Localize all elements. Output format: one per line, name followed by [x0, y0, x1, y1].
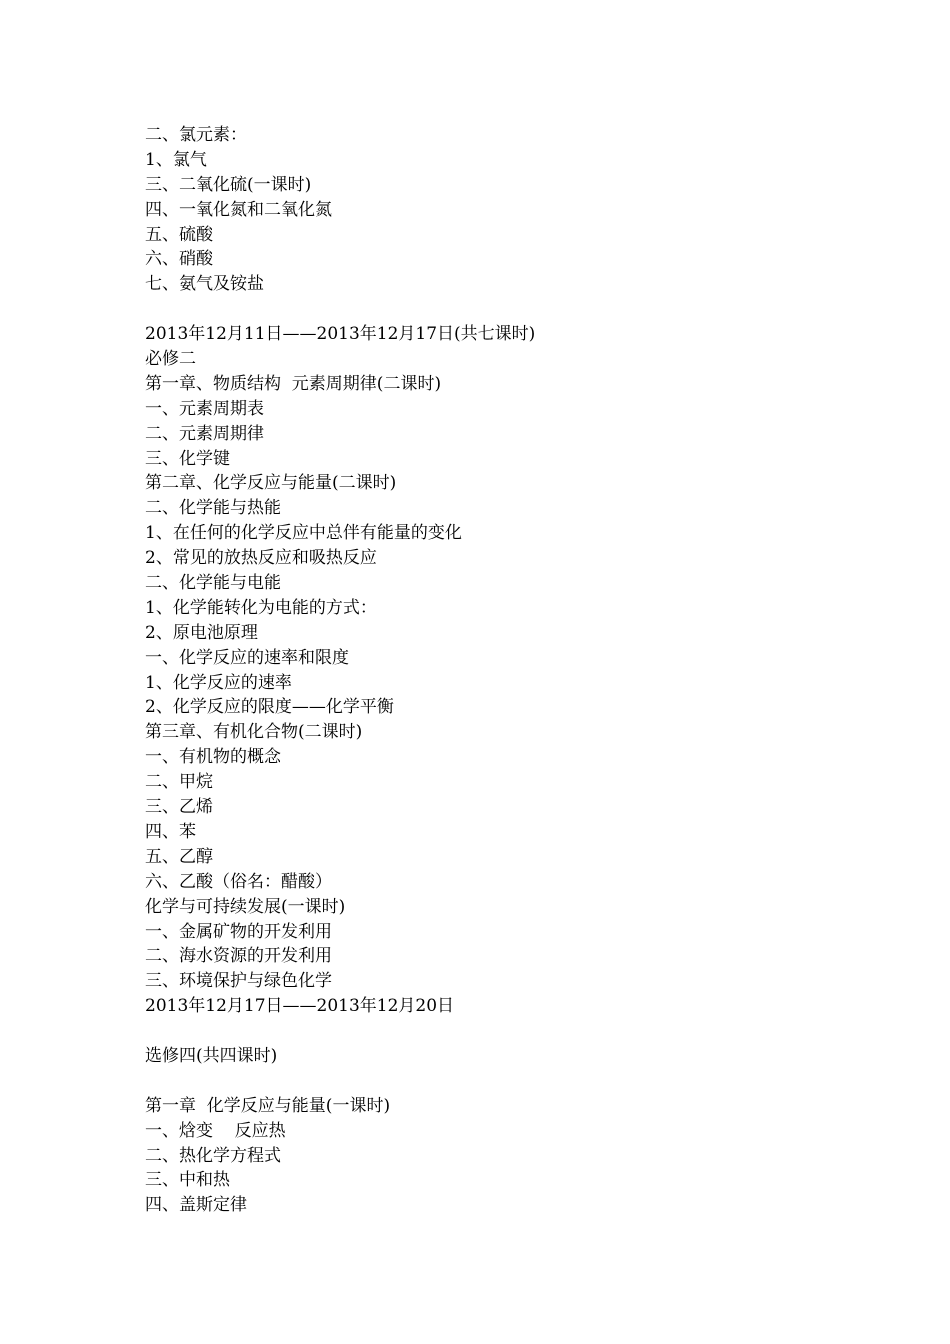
text-line: 必修二: [145, 349, 196, 370]
text-line: 一、金属矿物的开发利用: [145, 921, 332, 942]
text-line: 四、苯: [145, 821, 196, 842]
text-line: 三、环境保护与绿色化学: [145, 971, 332, 992]
text-line: 六、乙酸（俗名：醋酸）: [145, 871, 332, 892]
text-line: 2、化学反应的限度——化学平衡: [145, 697, 394, 718]
text-line: 1、在任何的化学反应中总伴有能量的变化: [145, 523, 462, 544]
text-line: 一、化学反应的速率和限度: [145, 647, 349, 668]
text-line: 四、一氧化氮和二氧化氮: [145, 199, 332, 220]
text-line: 三、二氧化硫(一课时): [145, 174, 312, 195]
date-range-line: 2013年12月11日——2013年12月17日(共七课时): [145, 324, 536, 345]
blank-line: [145, 1019, 845, 1044]
text-line: 四、盖斯定律: [145, 1195, 247, 1216]
text-line: 二、氯元素：: [145, 125, 247, 145]
text-line: 一、元素周期表: [145, 398, 264, 419]
blank-line: [145, 1069, 845, 1094]
text-line: 二、热化学方程式: [145, 1145, 281, 1166]
text-line: 一、焓变 反应热: [145, 1120, 286, 1141]
text-line: 六、硝酸: [145, 249, 213, 270]
text-line: 1、化学反应的速率: [145, 672, 292, 693]
chapter-heading: 第二章、化学反应与能量(二课时): [145, 473, 397, 494]
text-line: 二、甲烷: [145, 772, 213, 793]
chapter-heading: 第一章 化学反应与能量(一课时): [145, 1095, 391, 1116]
document-body: [145, 123, 845, 1218]
text-line: 二、海水资源的开发利用: [145, 946, 332, 967]
text-line: 七、氨气及铵盐: [145, 274, 264, 295]
text-line: 五、硫酸: [145, 224, 213, 245]
text-line: 1、氯气: [145, 149, 207, 170]
text-line: 三、中和热: [145, 1170, 230, 1191]
date-range-line: 2013年12月17日——2013年12月20日: [145, 996, 455, 1017]
text-line: 二、元素周期律: [145, 423, 264, 444]
text-line: 二、化学能与热能: [145, 498, 281, 519]
blank-line: [145, 297, 845, 322]
text-line: 三、化学键: [145, 448, 230, 469]
chapter-heading: 第一章、物质结构 元素周期律(二课时): [145, 373, 442, 394]
text-line: 1、化学能转化为电能的方式：: [145, 597, 377, 618]
text-line: 三、乙烯: [145, 797, 213, 818]
section-heading: 选修四(共四课时): [145, 1045, 278, 1066]
text-line: 2、常见的放热反应和吸热反应: [145, 548, 377, 569]
text-line: 一、有机物的概念: [145, 747, 281, 768]
text-line: 2、原电池原理: [145, 622, 258, 643]
chapter-heading: 第三章、有机化合物(二课时): [145, 722, 363, 743]
text-line: 五、乙醇: [145, 846, 213, 867]
chapter-heading: 化学与可持续发展(一课时): [145, 896, 346, 917]
text-line: 二、化学能与电能: [145, 573, 281, 594]
